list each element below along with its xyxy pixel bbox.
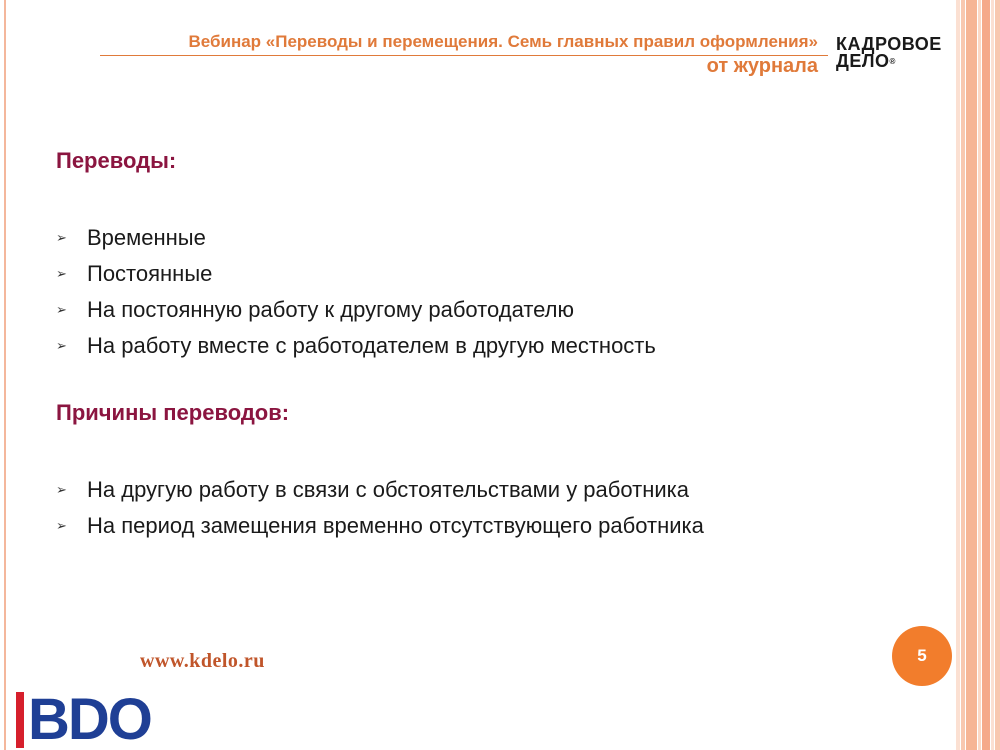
arrow-bullet-icon: ➢ [56,338,67,353]
transfers-list [56,220,656,364]
arrow-bullet-icon: ➢ [56,302,67,317]
bdo-logo-bar [16,692,24,748]
website-link[interactable]: www.kdelo.ru [140,650,265,672]
logo-line2: ДЕЛО [836,51,890,71]
decorative-stripes [956,0,1000,750]
arrow-bullet-icon: ➢ [56,518,67,533]
list-item [56,472,704,508]
bdo-logo-text: BDO [28,687,151,750]
list-item-text: Временные [87,225,206,250]
page-number-badge: 5 [892,626,952,686]
list-item [56,220,656,256]
list-item-text: На работу вместе с работодателем в другую местность [87,333,656,358]
arrow-bullet-icon: ➢ [56,230,67,245]
kadrovoe-delo-logo [836,36,942,70]
webinar-subtitle: от журнала [706,55,818,77]
list-item [56,508,704,544]
list-item-text: На постоянную работу к другому работодателю [87,297,575,322]
list-item [56,292,656,328]
list-item-text: Постоянные [87,261,213,286]
list-item-text: На период замещения временно отсутствующего работника [87,513,704,538]
list-item [56,256,656,292]
arrow-bullet-icon: ➢ [56,482,67,497]
arrow-bullet-icon: ➢ [56,266,67,281]
list-item-text: На другую работу в связи с обстоятельствами у работника [87,477,689,502]
list-item [56,328,656,364]
section-title-reasons: Причины переводов: [56,400,290,425]
logo-line1: КАДРОВОЕ [836,34,942,54]
reasons-list [56,472,704,544]
registered-mark: ® [889,57,896,66]
left-border [4,0,6,750]
webinar-title: Вебинар «Переводы и перемещения. Семь главных правил оформления» [188,32,818,51]
section-title-transfers: Переводы: [56,148,177,173]
bdo-logo [16,687,151,750]
